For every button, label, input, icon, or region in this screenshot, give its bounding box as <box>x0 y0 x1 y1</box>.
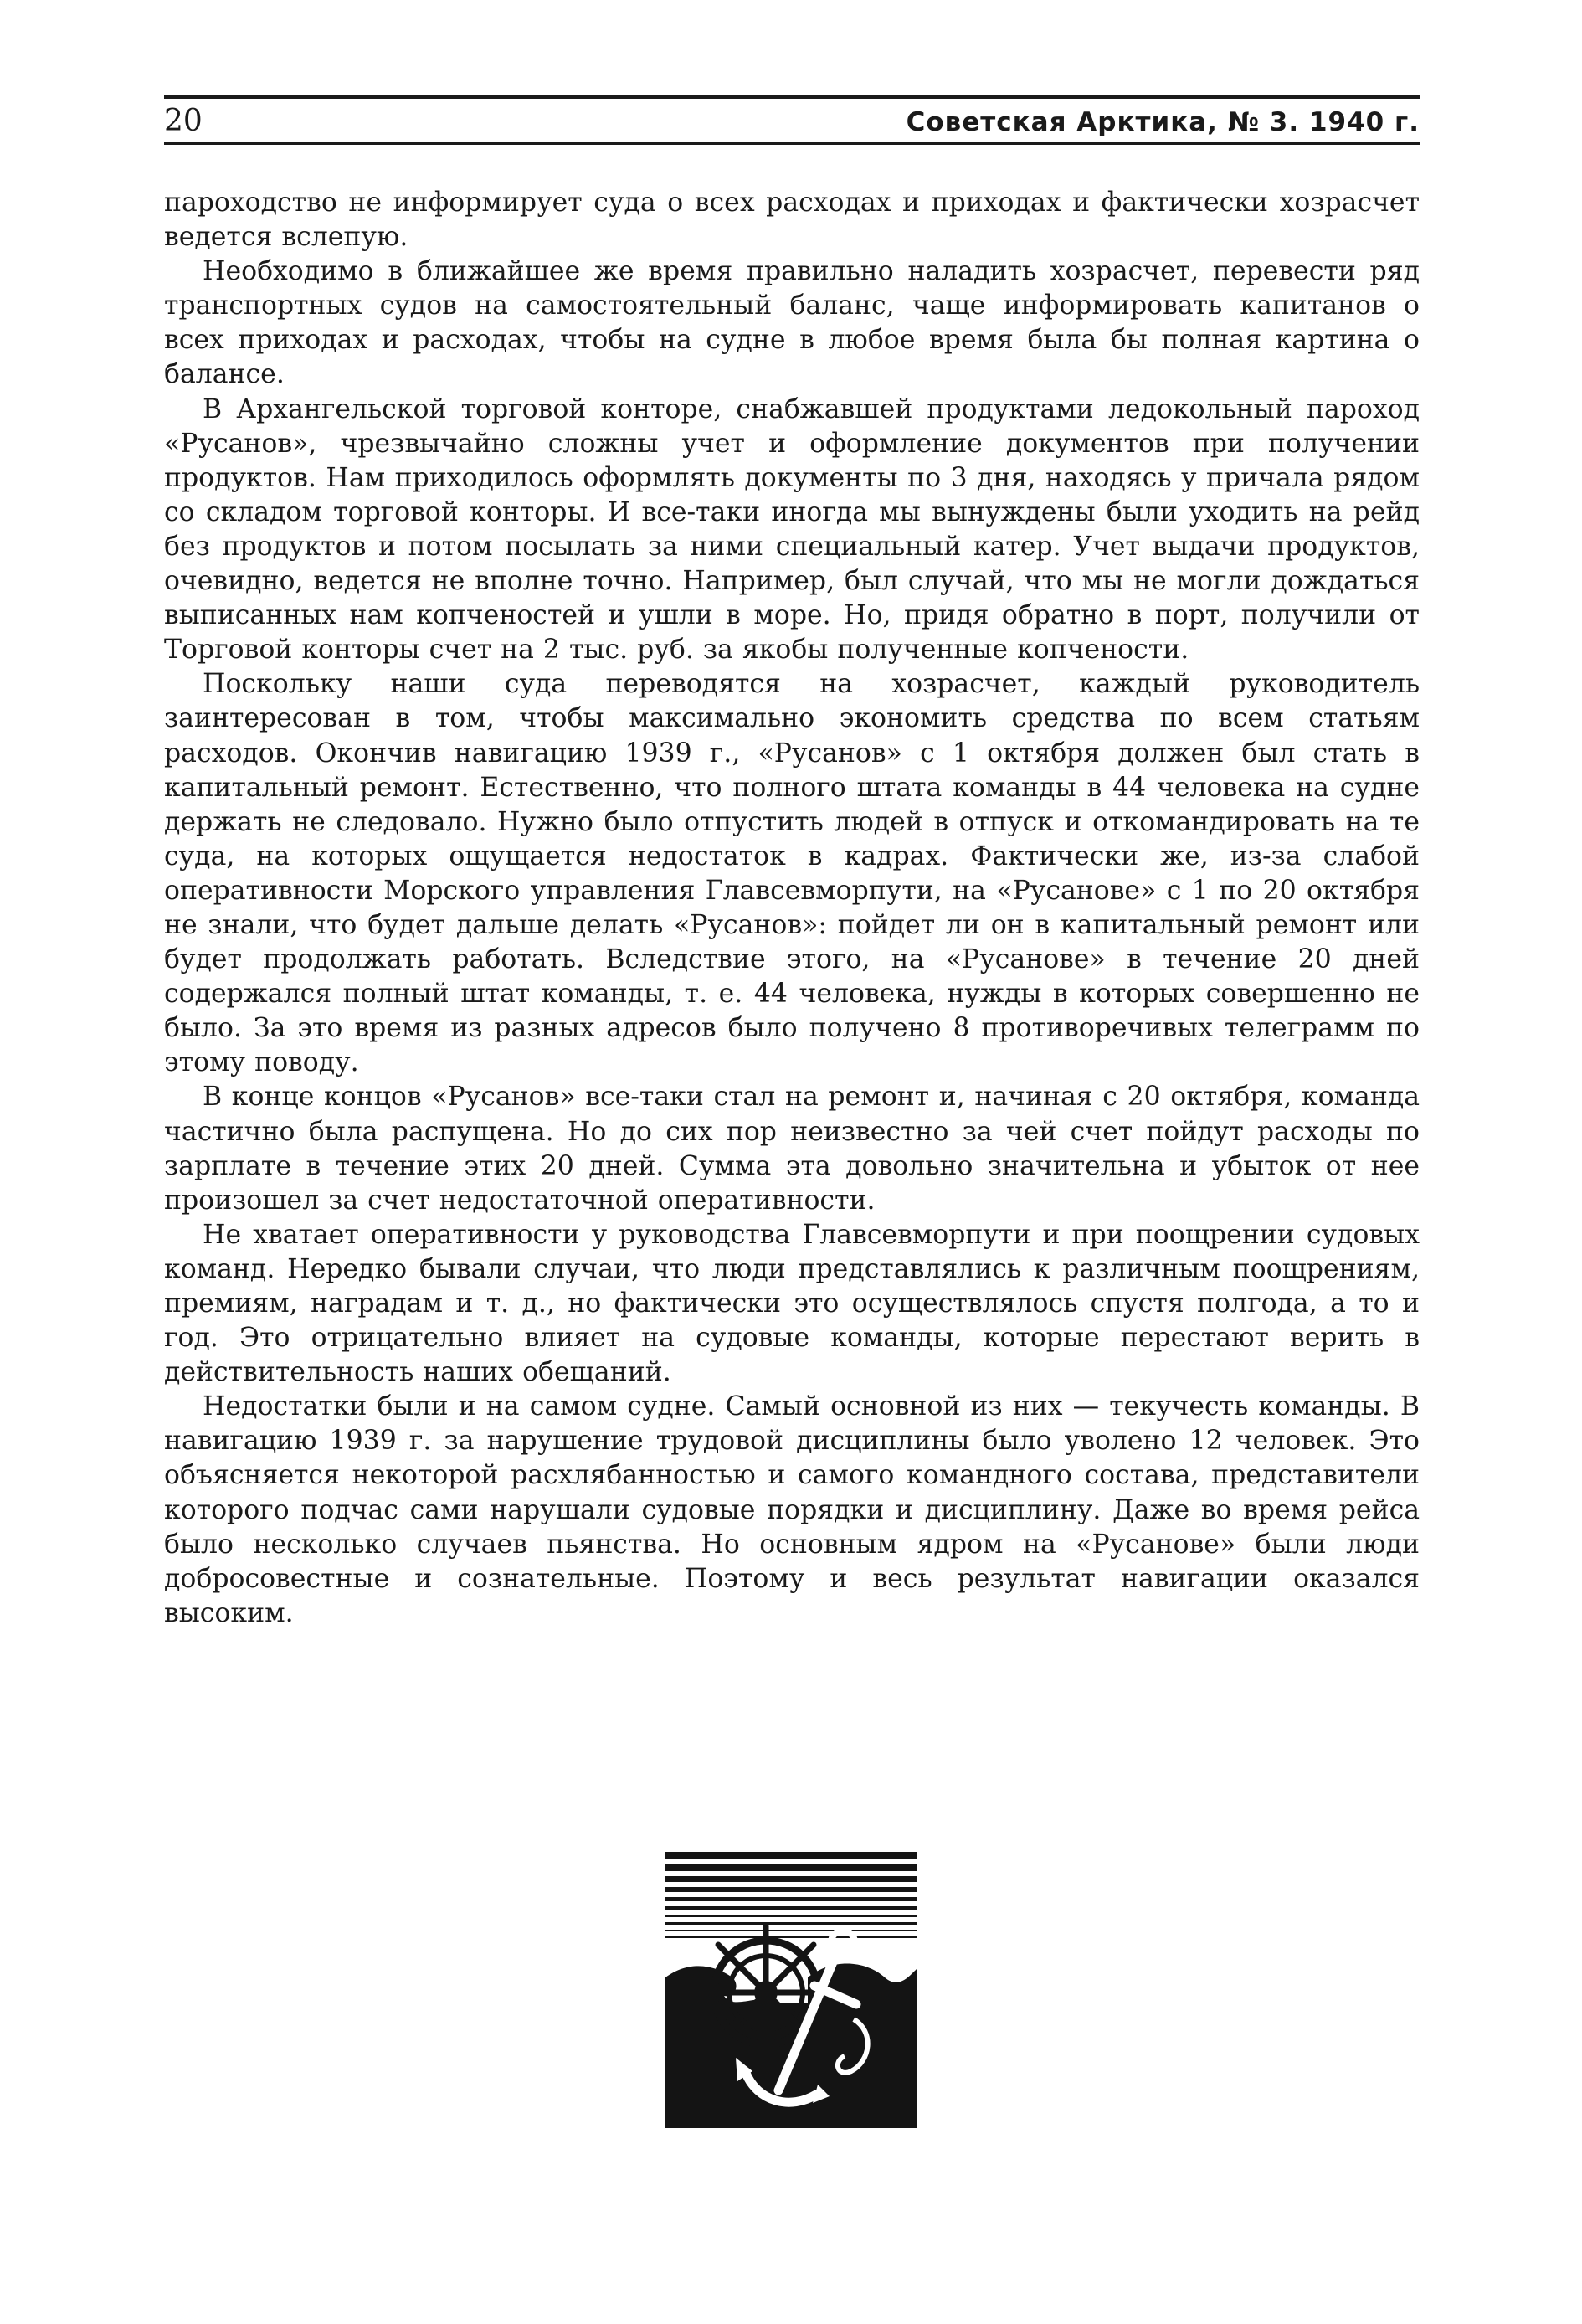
ship-wheel-anchor-icon <box>665 1852 917 2128</box>
paragraph-6: Не хватает оперативности у руководства Главсевморпути и при поощрении судовых команд. Нередко бывали случаи, что люди представлялись к различным поощрениям, премиям, наградам и т. д., но фактически это осуществлялось спустя полгода, а то и год. Это отрицательно влияет на судовые команды, которые перестают верить в действительность наших обещаний. <box>164 1219 1420 1388</box>
paragraph-4: Поскольку наши суда переводятся на хозрасчет, каждый руководитель заинтересован в том, чтобы максимально экономить средства по всем статьям расходов. Окончив навигацию 1939 г., «Русанов» с 1 октября должен был стать в капитальный ремонт. Естественно, что полного штата команды в 44 человека на судне держать не следовало. Нужно было отпустить людей в отпуск и откомандировать на те суда, на которых ощущается недостаток в кадрах. Фактически же, из-за слабой оперативности Морского управления Главсевморпути, на «Русанове» с 1 по 20 октября не знали, что будет дальше делать «Русанов»: пойдет ли он в капитальный ремонт или будет продолжать работать. Вследствие этого, на «Русанове» в течение 20 дней содержался полный штат команды, т. е. 44 человека, нужды в которых совершенно не было. За это время из разных адресов было получено 8 противоречивых телеграмм по этому поводу. <box>164 669 1420 1078</box>
page-header <box>164 90 1420 149</box>
paragraph-7: Недостатки были и на самом судне. Самый основной из них — текучесть команды. В навигацию 1939 г. за нарушение трудовой дисциплины было уволено 12 человек. Это объясняется некоторой расхлябанностью и самого командного состава, представители которого подчас сами нарушали судовые порядки и дисциплину. Даже во время рейса было несколько случаев пьянства. Но основным ядром на «Русанове» были люди добросовестные и сознательные. Поэтому и весь результат навигации оказался высоким. <box>164 1391 1420 1628</box>
paragraph-3: В Архангельской торговой конторе, снабжавшей продуктами ледокольный пароход «Русанов», чрезвычайно сложны учет и оформление документов при получении продуктов. Нам приходилось оформлять документы по 3 дня, находясь у причала рядом со складом торговой конторы. И все-таки иногда мы вынуждены были уходить на рейд без продуктов и потом посылать за ними специальный катер. Учет выдачи продуктов, очевидно, ведется не вполне точно. Например, был случай, что мы не могли дождаться выписанных нам копченостей и ушли в море. Но, придя обратно в порт, получили от Торговой конторы счет на 2 тыс. руб. за якобы полученные копчености. <box>164 393 1420 666</box>
page-number: 20 <box>164 104 203 138</box>
paragraph-5: В конце концов «Русанов» все-таки стал на ремонт и, начиная с 20 октября, команда частично была распущена. Но до сих пор неизвестно за чей счет пойдут расходы по зарплате в течение этих 20 дней. Сумма эта довольно значительна и убыток от нее произошел за счет недостаточной оперативности. <box>164 1082 1420 1216</box>
running-title: Советская Арктика, № 3. 1940 г. <box>906 107 1420 137</box>
article-body <box>164 186 1420 1631</box>
header-rule-bottom <box>164 142 1420 145</box>
paragraph-1: пароходство не информирует суда о всех расходах и приходах и фактически хозрасчет ведется вслепую. <box>164 188 1420 253</box>
paragraph-2: Необходимо в ближайшее же время правильно наладить хозрасчет, перевести ряд транспортных судов на самостоятельный баланс, чаще информировать капитанов о всех приходах и расходах, чтобы на судне в любое время была бы полная картина о балансе. <box>164 256 1420 390</box>
header-rule-top <box>164 95 1420 99</box>
